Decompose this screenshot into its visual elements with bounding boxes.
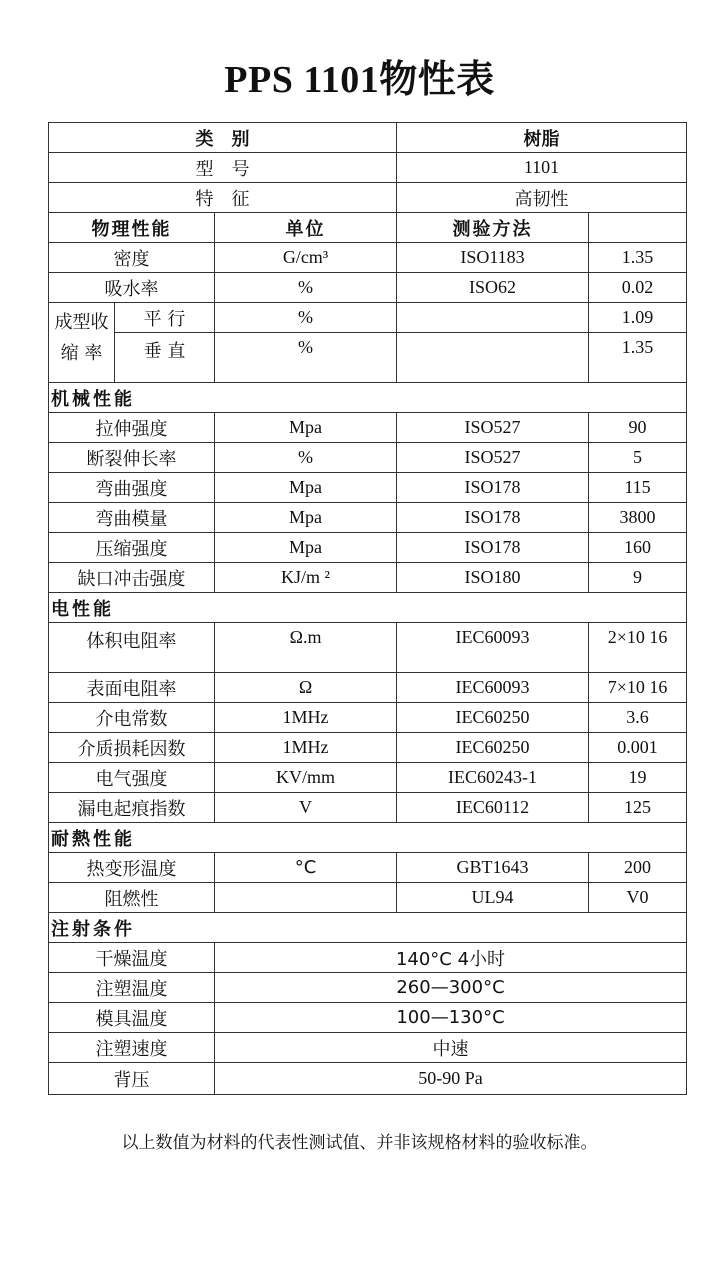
property-method: ISO178 xyxy=(397,533,589,563)
property-name: 断裂伸长率 xyxy=(49,443,215,473)
property-name: 吸水率 xyxy=(49,273,215,303)
property-value: 5 xyxy=(589,443,687,473)
property-method: ISO178 xyxy=(397,503,589,533)
property-unit: Mpa xyxy=(215,413,397,443)
feature-row xyxy=(49,183,687,213)
property-method: IEC60112 xyxy=(397,793,589,823)
property-value: 200 xyxy=(589,853,687,883)
property-unit: % xyxy=(215,303,397,333)
table-row xyxy=(49,883,687,913)
thermal-section-title: 耐熱性能 xyxy=(49,823,687,853)
property-method: UL94 xyxy=(397,883,589,913)
condition-name: 注塑温度 xyxy=(49,973,215,1003)
property-unit: KJ/m ² xyxy=(215,563,397,593)
electrical-section-title: 电性能 xyxy=(49,593,687,623)
property-value: 90 xyxy=(589,413,687,443)
property-method: ISO178 xyxy=(397,473,589,503)
condition-value: 100—130°C xyxy=(215,1003,687,1033)
property-value: 0.02 xyxy=(589,273,687,303)
feature-label: 特 征 xyxy=(49,183,397,213)
property-name: 介电常数 xyxy=(49,703,215,733)
table-row xyxy=(49,533,687,563)
physical-section-title: 物理性能 xyxy=(49,213,215,243)
property-unit: Mpa xyxy=(215,533,397,563)
table-row xyxy=(49,943,687,973)
property-unit: G/cm³ xyxy=(215,243,397,273)
property-unit: Ω xyxy=(215,673,397,703)
model-label: 型 号 xyxy=(49,153,397,183)
property-name: 阻燃性 xyxy=(49,883,215,913)
property-value: 160 xyxy=(589,533,687,563)
property-unit xyxy=(215,883,397,913)
property-value: 19 xyxy=(589,763,687,793)
property-value: 7×10 16 xyxy=(589,673,687,703)
property-value: 1.35 xyxy=(589,243,687,273)
property-unit: Ω.m xyxy=(215,623,397,673)
mechanical-section-title: 机械性能 xyxy=(49,383,687,413)
value-header xyxy=(589,213,687,243)
property-unit: % xyxy=(215,443,397,473)
property-name: 密度 xyxy=(49,243,215,273)
property-name: 热变形温度 xyxy=(49,853,215,883)
property-method: IEC60093 xyxy=(397,623,589,673)
table-row xyxy=(49,763,687,793)
property-method: IEC60250 xyxy=(397,703,589,733)
shrinkage-label xyxy=(49,303,115,383)
table-row xyxy=(49,1063,687,1095)
footer-note: 以上数值为材料的代表性测试值、并非该规格材料的验收标准。 xyxy=(121,1133,598,1153)
table-row xyxy=(49,413,687,443)
property-value: 3.6 xyxy=(589,703,687,733)
table-row xyxy=(49,673,687,703)
condition-name: 干燥温度 xyxy=(49,943,215,973)
property-method: IEC60250 xyxy=(397,733,589,763)
condition-name: 背压 xyxy=(49,1063,215,1095)
property-unit: 1MHz xyxy=(215,703,397,733)
unit-header: 单位 xyxy=(215,213,397,243)
property-value: 2×10 16 xyxy=(589,623,687,673)
property-name: 弯曲强度 xyxy=(49,473,215,503)
property-method xyxy=(397,303,589,333)
table-row xyxy=(49,333,687,383)
category-row xyxy=(49,123,687,153)
property-unit: V xyxy=(215,793,397,823)
table-row xyxy=(49,273,687,303)
table-row xyxy=(49,853,687,883)
condition-name: 模具温度 xyxy=(49,1003,215,1033)
property-method: GBT1643 xyxy=(397,853,589,883)
property-name: 体积电阻率 xyxy=(49,623,215,673)
property-value: 1.09 xyxy=(589,303,687,333)
property-table xyxy=(48,122,687,1095)
property-name: 表面电阻率 xyxy=(49,673,215,703)
property-value: 9 xyxy=(589,563,687,593)
table-row xyxy=(49,563,687,593)
physical-header-row xyxy=(49,213,687,243)
property-name: 缺口冲击强度 xyxy=(49,563,215,593)
property-name: 压缩强度 xyxy=(49,533,215,563)
condition-value: 140°C 4小时 xyxy=(215,943,687,973)
category-value: 树脂 xyxy=(397,123,687,153)
property-unit: % xyxy=(215,273,397,303)
table-row xyxy=(49,243,687,273)
table-row xyxy=(49,503,687,533)
table-row xyxy=(49,703,687,733)
property-method: IEC60243-1 xyxy=(397,763,589,793)
property-method xyxy=(397,333,589,383)
table-row xyxy=(49,733,687,763)
condition-value: 260—300°C xyxy=(215,973,687,1003)
model-value: 1101 xyxy=(397,153,687,183)
table-row xyxy=(49,623,687,673)
condition-value: 50-90 Pa xyxy=(215,1063,687,1095)
property-method: ISO1183 xyxy=(397,243,589,273)
property-value: 115 xyxy=(589,473,687,503)
page-title: PPS 1101物性表 xyxy=(224,59,495,101)
table-row xyxy=(49,973,687,1003)
property-method: ISO62 xyxy=(397,273,589,303)
mechanical-section-row xyxy=(49,383,687,413)
table-row xyxy=(49,443,687,473)
property-value: 3800 xyxy=(589,503,687,533)
feature-value: 高韧性 xyxy=(397,183,687,213)
table-row xyxy=(49,793,687,823)
property-name: 漏电起痕指数 xyxy=(49,793,215,823)
injection-section-row xyxy=(49,913,687,943)
property-value: 0.001 xyxy=(589,733,687,763)
model-row xyxy=(49,153,687,183)
injection-section-title: 注射条件 xyxy=(49,913,687,943)
property-name: 平 行 xyxy=(115,303,215,333)
method-header: 测验方法 xyxy=(397,213,589,243)
property-unit: °C xyxy=(215,853,397,883)
shrinkage-label-line-1: 成型收 xyxy=(54,312,109,333)
property-name: 拉伸强度 xyxy=(49,413,215,443)
property-method: ISO527 xyxy=(397,413,589,443)
shrinkage-label-line-2: 缩 率 xyxy=(60,343,103,364)
property-unit: KV/mm xyxy=(215,763,397,793)
property-method: ISO527 xyxy=(397,443,589,473)
property-value: 125 xyxy=(589,793,687,823)
property-unit: Mpa xyxy=(215,473,397,503)
table-row xyxy=(49,473,687,503)
property-unit: Mpa xyxy=(215,503,397,533)
property-method: IEC60093 xyxy=(397,673,589,703)
property-value: 1.35 xyxy=(589,333,687,383)
table-row xyxy=(49,1003,687,1033)
table-row xyxy=(49,1033,687,1063)
property-name: 垂 直 xyxy=(115,333,215,383)
electrical-section-row xyxy=(49,593,687,623)
table-row xyxy=(49,303,687,333)
category-label: 类 别 xyxy=(49,123,397,153)
thermal-section-row xyxy=(49,823,687,853)
property-name: 弯曲模量 xyxy=(49,503,215,533)
condition-value: 中速 xyxy=(215,1033,687,1063)
condition-name: 注塑速度 xyxy=(49,1033,215,1063)
property-unit: 1MHz xyxy=(215,733,397,763)
property-value: V0 xyxy=(589,883,687,913)
property-unit: % xyxy=(215,333,397,383)
property-method: ISO180 xyxy=(397,563,589,593)
property-name: 电气强度 xyxy=(49,763,215,793)
property-name: 介质损耗因数 xyxy=(49,733,215,763)
